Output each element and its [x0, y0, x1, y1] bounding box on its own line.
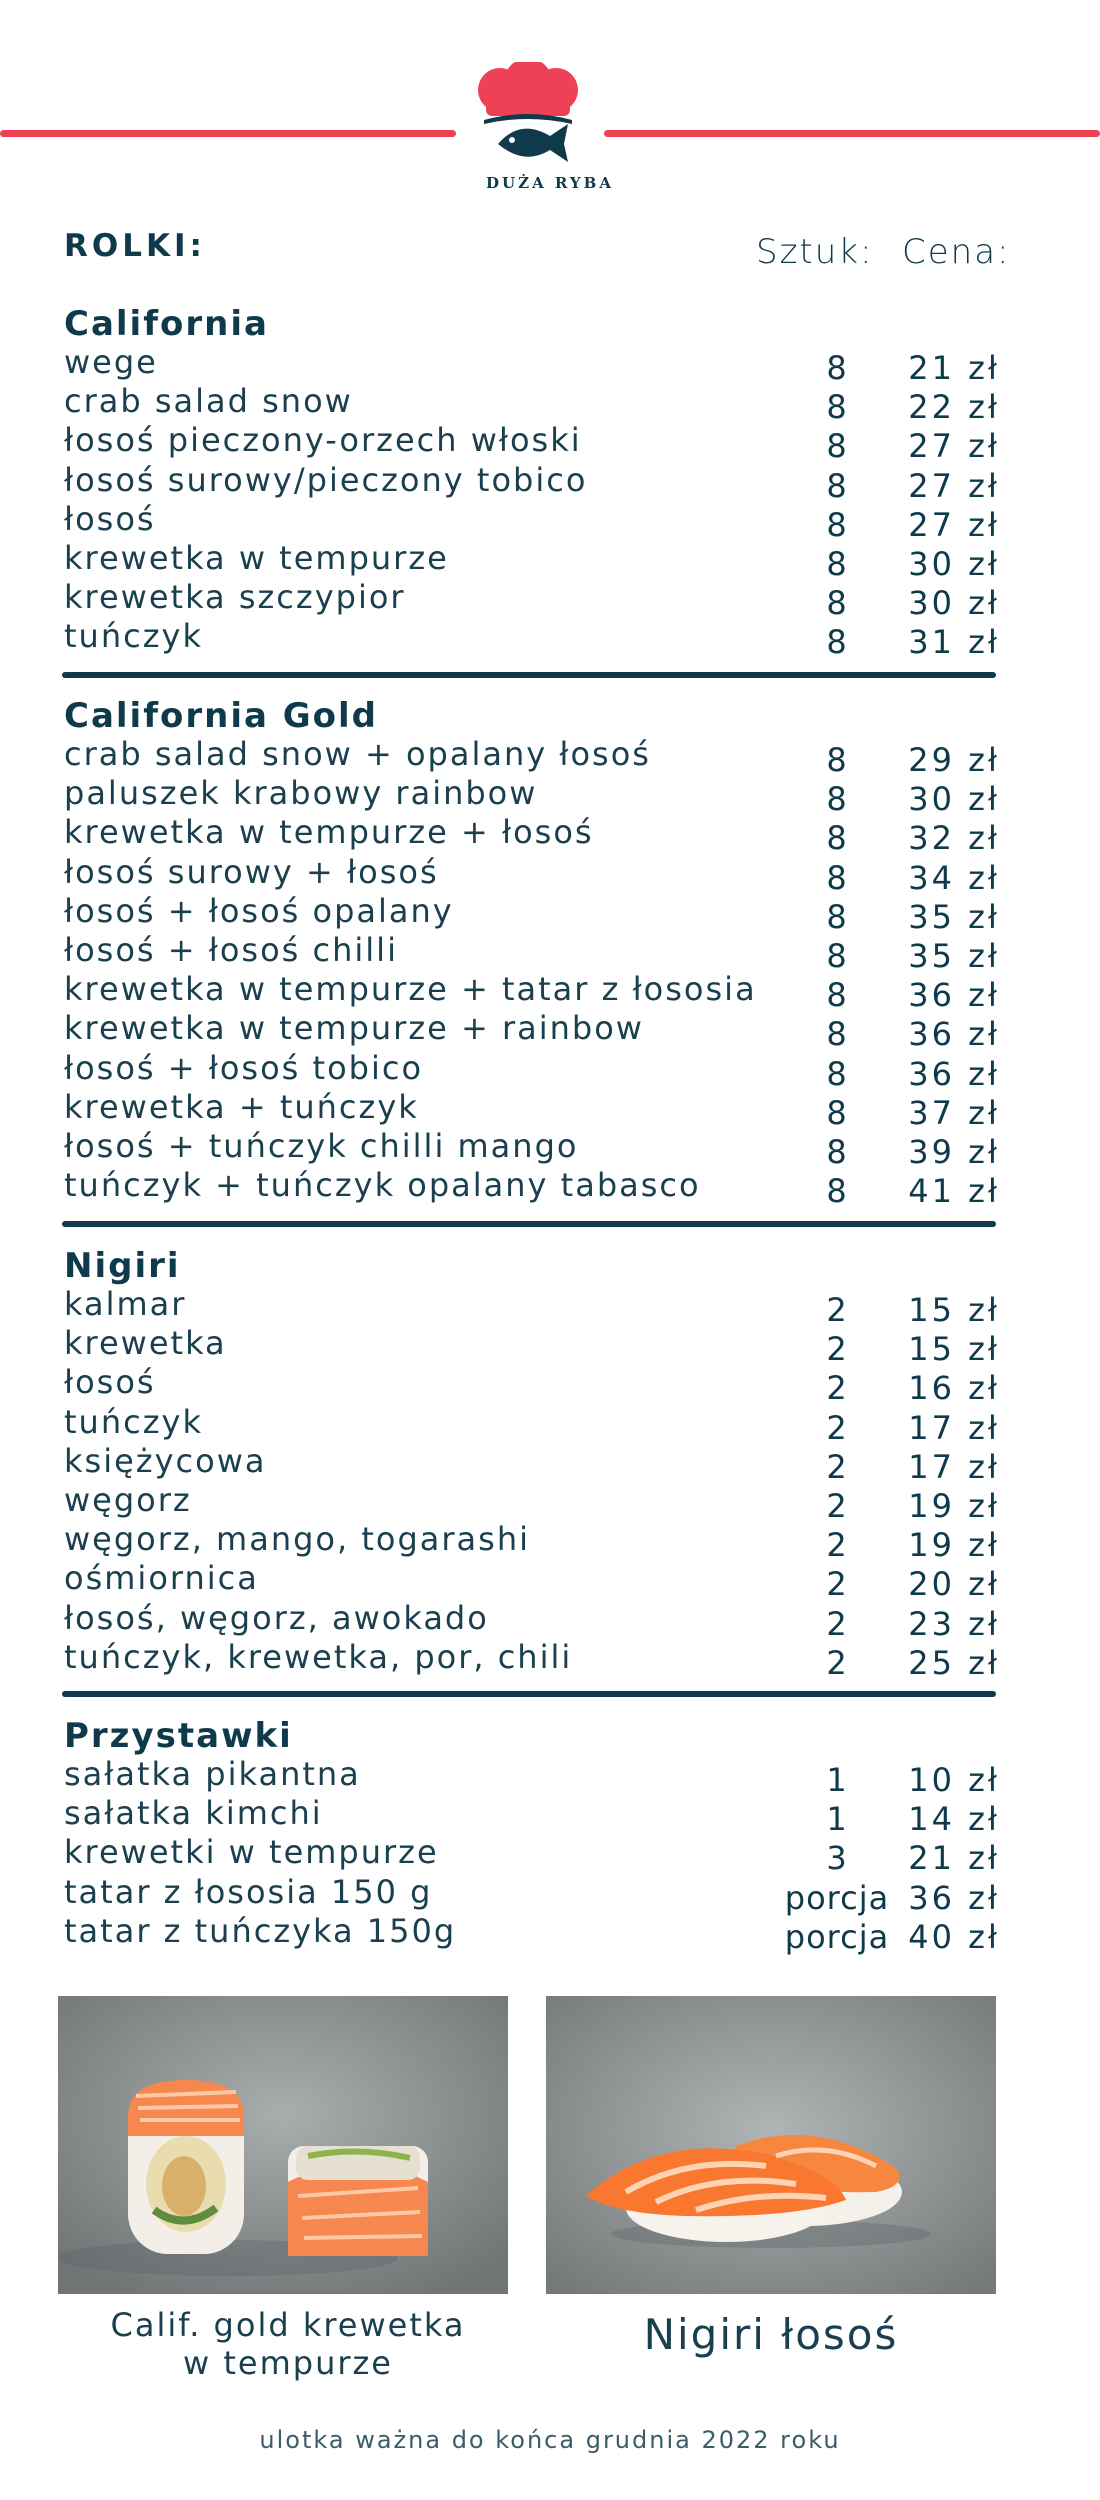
menu-item-price: 34 zł — [908, 858, 1000, 897]
menu-item-row — [64, 1441, 1004, 1486]
menu-item-row — [64, 1911, 1004, 1956]
menu-item-name: tuńczyk, krewetka, por, chili — [64, 1637, 573, 1676]
menu-item-row — [64, 499, 1004, 544]
menu-item-name: ośmiornica — [64, 1559, 259, 1598]
menu-item-qty: 8 — [826, 936, 848, 975]
menu-item-row — [64, 852, 1004, 897]
menu-item-price: 20 zł — [908, 1565, 1000, 1604]
chef-hat-fish-icon — [468, 62, 588, 192]
menu-item-qty: 8 — [826, 427, 848, 466]
menu-item-name: łosoś — [64, 499, 156, 538]
menu-item-qty: 2 — [826, 1330, 848, 1369]
menu-item-qty: 8 — [826, 1132, 848, 1171]
menu-item-qty: 8 — [826, 544, 848, 583]
menu-item-qty: 8 — [826, 1093, 848, 1132]
section-divider — [62, 1691, 996, 1697]
photo-caption-left-line1: Calif. gold krewetka — [110, 2306, 466, 2344]
menu-item-qty: 8 — [826, 1054, 848, 1093]
menu-item-qty: 2 — [826, 1447, 848, 1486]
section-przystawki — [64, 1716, 1004, 1956]
menu-item-price: 14 zł — [908, 1800, 1000, 1839]
menu-item-name: węgorz, mango, togarashi — [64, 1520, 530, 1559]
menu-item-price: 21 zł — [908, 349, 1000, 387]
menu-item-row — [64, 1637, 1004, 1682]
price-column-header: Cena: — [902, 232, 1011, 272]
menu-item-price: 36 zł — [908, 1878, 1000, 1917]
section-nigiri — [64, 1246, 1004, 1682]
menu-item-price: 37 zł — [908, 1093, 1000, 1132]
menu-item-price: 19 zł — [908, 1526, 1000, 1565]
menu-item-qty: 8 — [826, 505, 848, 544]
menu-item-name: łosoś, węgorz, awokado — [64, 1598, 489, 1637]
header-rule-left — [0, 130, 456, 137]
brand-name: DUŻA RYBA — [486, 174, 614, 192]
menu-item-row — [64, 1048, 1004, 1093]
menu-item-row — [64, 1402, 1004, 1447]
menu-item-name: tatar z tuńczyka 150g — [64, 1911, 457, 1950]
menu-item-name: łosoś + łosoś chilli — [64, 930, 398, 969]
menu-item-name: łosoś surowy/pieczony tobico — [64, 460, 588, 499]
menu-item-qty: 2 — [826, 1565, 848, 1604]
menu-item-row — [64, 1598, 1004, 1643]
menu-item-name: crab salad snow + opalany łosoś — [64, 735, 651, 773]
menu-item-qty: 1 — [826, 1761, 848, 1799]
menu-item-row — [64, 774, 1004, 819]
menu-item-name: sałatka pikantna — [64, 1755, 361, 1793]
section-divider — [62, 672, 996, 678]
menu-item-qty: 2 — [826, 1486, 848, 1525]
menu-item-row — [64, 1126, 1004, 1171]
menu-item-qty: porcja — [784, 1878, 890, 1917]
menu-item-qty: 8 — [826, 976, 848, 1015]
menu-item-name: łosoś pieczony-orzech włoski — [64, 421, 582, 460]
qty-column-header: Sztuk: — [756, 232, 874, 272]
section-title: Nigiri — [64, 1246, 181, 1286]
menu-item-row — [64, 1872, 1004, 1917]
menu-item-name: tuńczyk — [64, 1402, 203, 1441]
menu-item-row — [64, 1755, 1004, 1799]
menu-item-name: krewetka w tempurze + rainbow — [64, 1009, 644, 1048]
menu-item-row — [64, 1833, 1004, 1878]
menu-item-price: 19 zł — [908, 1486, 1000, 1525]
menu-item-row — [64, 813, 1004, 858]
menu-item-qty: 8 — [826, 1015, 848, 1054]
menu-item-qty: 8 — [826, 349, 848, 387]
menu-item-qty: 2 — [826, 1526, 848, 1565]
menu-item-price: 30 zł — [908, 780, 1000, 819]
menu-item-name: łosoś + łosoś tobico — [64, 1048, 424, 1087]
menu-item-qty: 8 — [826, 584, 848, 623]
menu-item-name: tuńczyk + tuńczyk opalany tabasco — [64, 1166, 701, 1205]
menu-item-price: 17 zł — [908, 1447, 1000, 1486]
photo-california-gold-roll — [58, 1996, 508, 2294]
menu-item-row — [64, 1363, 1004, 1408]
menu-item-price: 22 zł — [908, 388, 1000, 427]
header-rule-right — [604, 130, 1100, 137]
menu-item-qty: 8 — [826, 858, 848, 897]
menu-item-price: 32 zł — [908, 819, 1000, 858]
menu-item-price: 27 zł — [908, 505, 1000, 544]
menu-item-qty: 2 — [826, 1643, 848, 1682]
photo-nigiri-salmon — [546, 1996, 996, 2294]
menu-item-price: 21 zł — [908, 1839, 1000, 1878]
menu-item-name: wege — [64, 343, 158, 381]
menu-item-price: 36 zł — [908, 1015, 1000, 1054]
menu-item-price: 10 zł — [908, 1761, 1000, 1799]
menu-item-price: 27 zł — [908, 427, 1000, 466]
menu-item-name: paluszek krabowy rainbow — [64, 774, 538, 813]
menu-item-price: 23 zł — [908, 1604, 1000, 1643]
menu-item-price: 29 zł — [908, 741, 1000, 779]
menu-item-name: węgorz — [64, 1480, 192, 1519]
menu-item-qty: 8 — [826, 819, 848, 858]
menu-item-name: sałatka kimchi — [64, 1794, 323, 1833]
menu-item-price: 30 zł — [908, 584, 1000, 623]
menu-item-name: tuńczyk — [64, 617, 203, 656]
menu-item-row — [64, 538, 1004, 583]
menu-item-name: krewetka w tempurze + łosoś — [64, 813, 594, 852]
photo-caption-right: Nigiri łosoś — [643, 2310, 899, 2359]
menu-item-name: krewetka szczypior — [64, 578, 406, 617]
menu-item-name: łosoś surowy + łosoś — [64, 852, 439, 891]
menu-item-row — [64, 1480, 1004, 1525]
menu-item-name: krewetka — [64, 1324, 227, 1363]
menu-item-row — [64, 578, 1004, 623]
menu-item-qty: 2 — [826, 1408, 848, 1447]
menu-item-name: crab salad snow — [64, 382, 353, 421]
menu-item-price: 39 zł — [908, 1132, 1000, 1171]
menu-item-row — [64, 1324, 1004, 1369]
menu-item-row — [64, 617, 1004, 662]
menu-item-price: 17 zł — [908, 1408, 1000, 1447]
menu-item-name: krewetka + tuńczyk — [64, 1087, 419, 1126]
menu-item-name: krewetka w tempurze — [64, 538, 449, 577]
menu-item-price: 15 zł — [908, 1291, 1000, 1329]
menu-item-row — [64, 382, 1004, 427]
menu-item-row — [64, 460, 1004, 505]
menu-item-qty: 8 — [826, 623, 848, 662]
menu-item-row — [64, 1794, 1004, 1839]
menu-item-row — [64, 1520, 1004, 1565]
menu-item-row — [64, 1285, 1004, 1329]
menu-item-price: 36 zł — [908, 1054, 1000, 1093]
menu-item-name: łosoś + łosoś opalany — [64, 891, 454, 930]
menu-item-qty: 2 — [826, 1369, 848, 1408]
menu-item-qty: 2 — [826, 1291, 848, 1329]
menu-item-name: kalmar — [64, 1285, 187, 1323]
menu-item-qty: 1 — [826, 1800, 848, 1839]
menu-item-name: łosoś — [64, 1363, 156, 1402]
menu-item-qty: 2 — [826, 1604, 848, 1643]
photo-caption-left-line2: w tempurze — [183, 2344, 393, 2382]
menu-item-row — [64, 421, 1004, 466]
menu-item-row — [64, 930, 1004, 975]
menu-item-row — [64, 1087, 1004, 1132]
menu-item-qty: porcja — [784, 1917, 890, 1956]
menu-item-price: 27 zł — [908, 466, 1000, 505]
menu-item-row — [64, 970, 1004, 1015]
menu-item-name: tatar z łososia 150 g — [64, 1872, 433, 1911]
menu-item-qty: 8 — [826, 466, 848, 505]
menu-item-price: 35 zł — [908, 936, 1000, 975]
menu-item-name: łosoś + tuńczyk chilli mango — [64, 1126, 579, 1165]
menu-item-qty: 8 — [826, 1172, 848, 1211]
menu-item-name: krewetki w tempurze — [64, 1833, 439, 1872]
menu-item-price: 31 zł — [908, 623, 1000, 662]
menu-item-row — [64, 1166, 1004, 1211]
menu-item-price: 25 zł — [908, 1643, 1000, 1682]
section-title: California Gold — [64, 696, 379, 736]
menu-title: ROLKI: — [64, 228, 206, 264]
photo-caption-left — [58, 2306, 518, 2382]
section-divider — [62, 1221, 996, 1227]
section-title: California — [64, 304, 269, 344]
menu-item-qty: 8 — [826, 897, 848, 936]
menu-item-name: krewetka w tempurze + tatar z łososia — [64, 970, 757, 1009]
menu-item-price: 35 zł — [908, 897, 1000, 936]
menu-item-row — [64, 1559, 1004, 1604]
menu-item-qty: 8 — [826, 741, 848, 779]
menu-item-row — [64, 735, 1004, 779]
menu-item-row — [64, 343, 1004, 387]
menu-item-qty: 8 — [826, 780, 848, 819]
validity-note: ulotka ważna do końca grudnia 2022 roku — [259, 2426, 841, 2454]
menu-item-qty: 3 — [826, 1839, 848, 1878]
menu-item-name: księżycowa — [64, 1441, 267, 1480]
section-california — [64, 304, 1004, 662]
menu-item-price: 40 zł — [908, 1917, 1000, 1956]
menu-item-price: 15 zł — [908, 1330, 1000, 1369]
menu-item-price: 36 zł — [908, 976, 1000, 1015]
menu-item-price: 16 zł — [908, 1369, 1000, 1408]
section-california-gold — [64, 696, 1004, 1211]
menu-item-row — [64, 1009, 1004, 1054]
menu-item-row — [64, 891, 1004, 936]
menu-item-price: 30 zł — [908, 544, 1000, 583]
menu-item-qty: 8 — [826, 388, 848, 427]
section-title: Przystawki — [64, 1716, 293, 1756]
menu-item-price: 41 zł — [908, 1172, 1000, 1211]
